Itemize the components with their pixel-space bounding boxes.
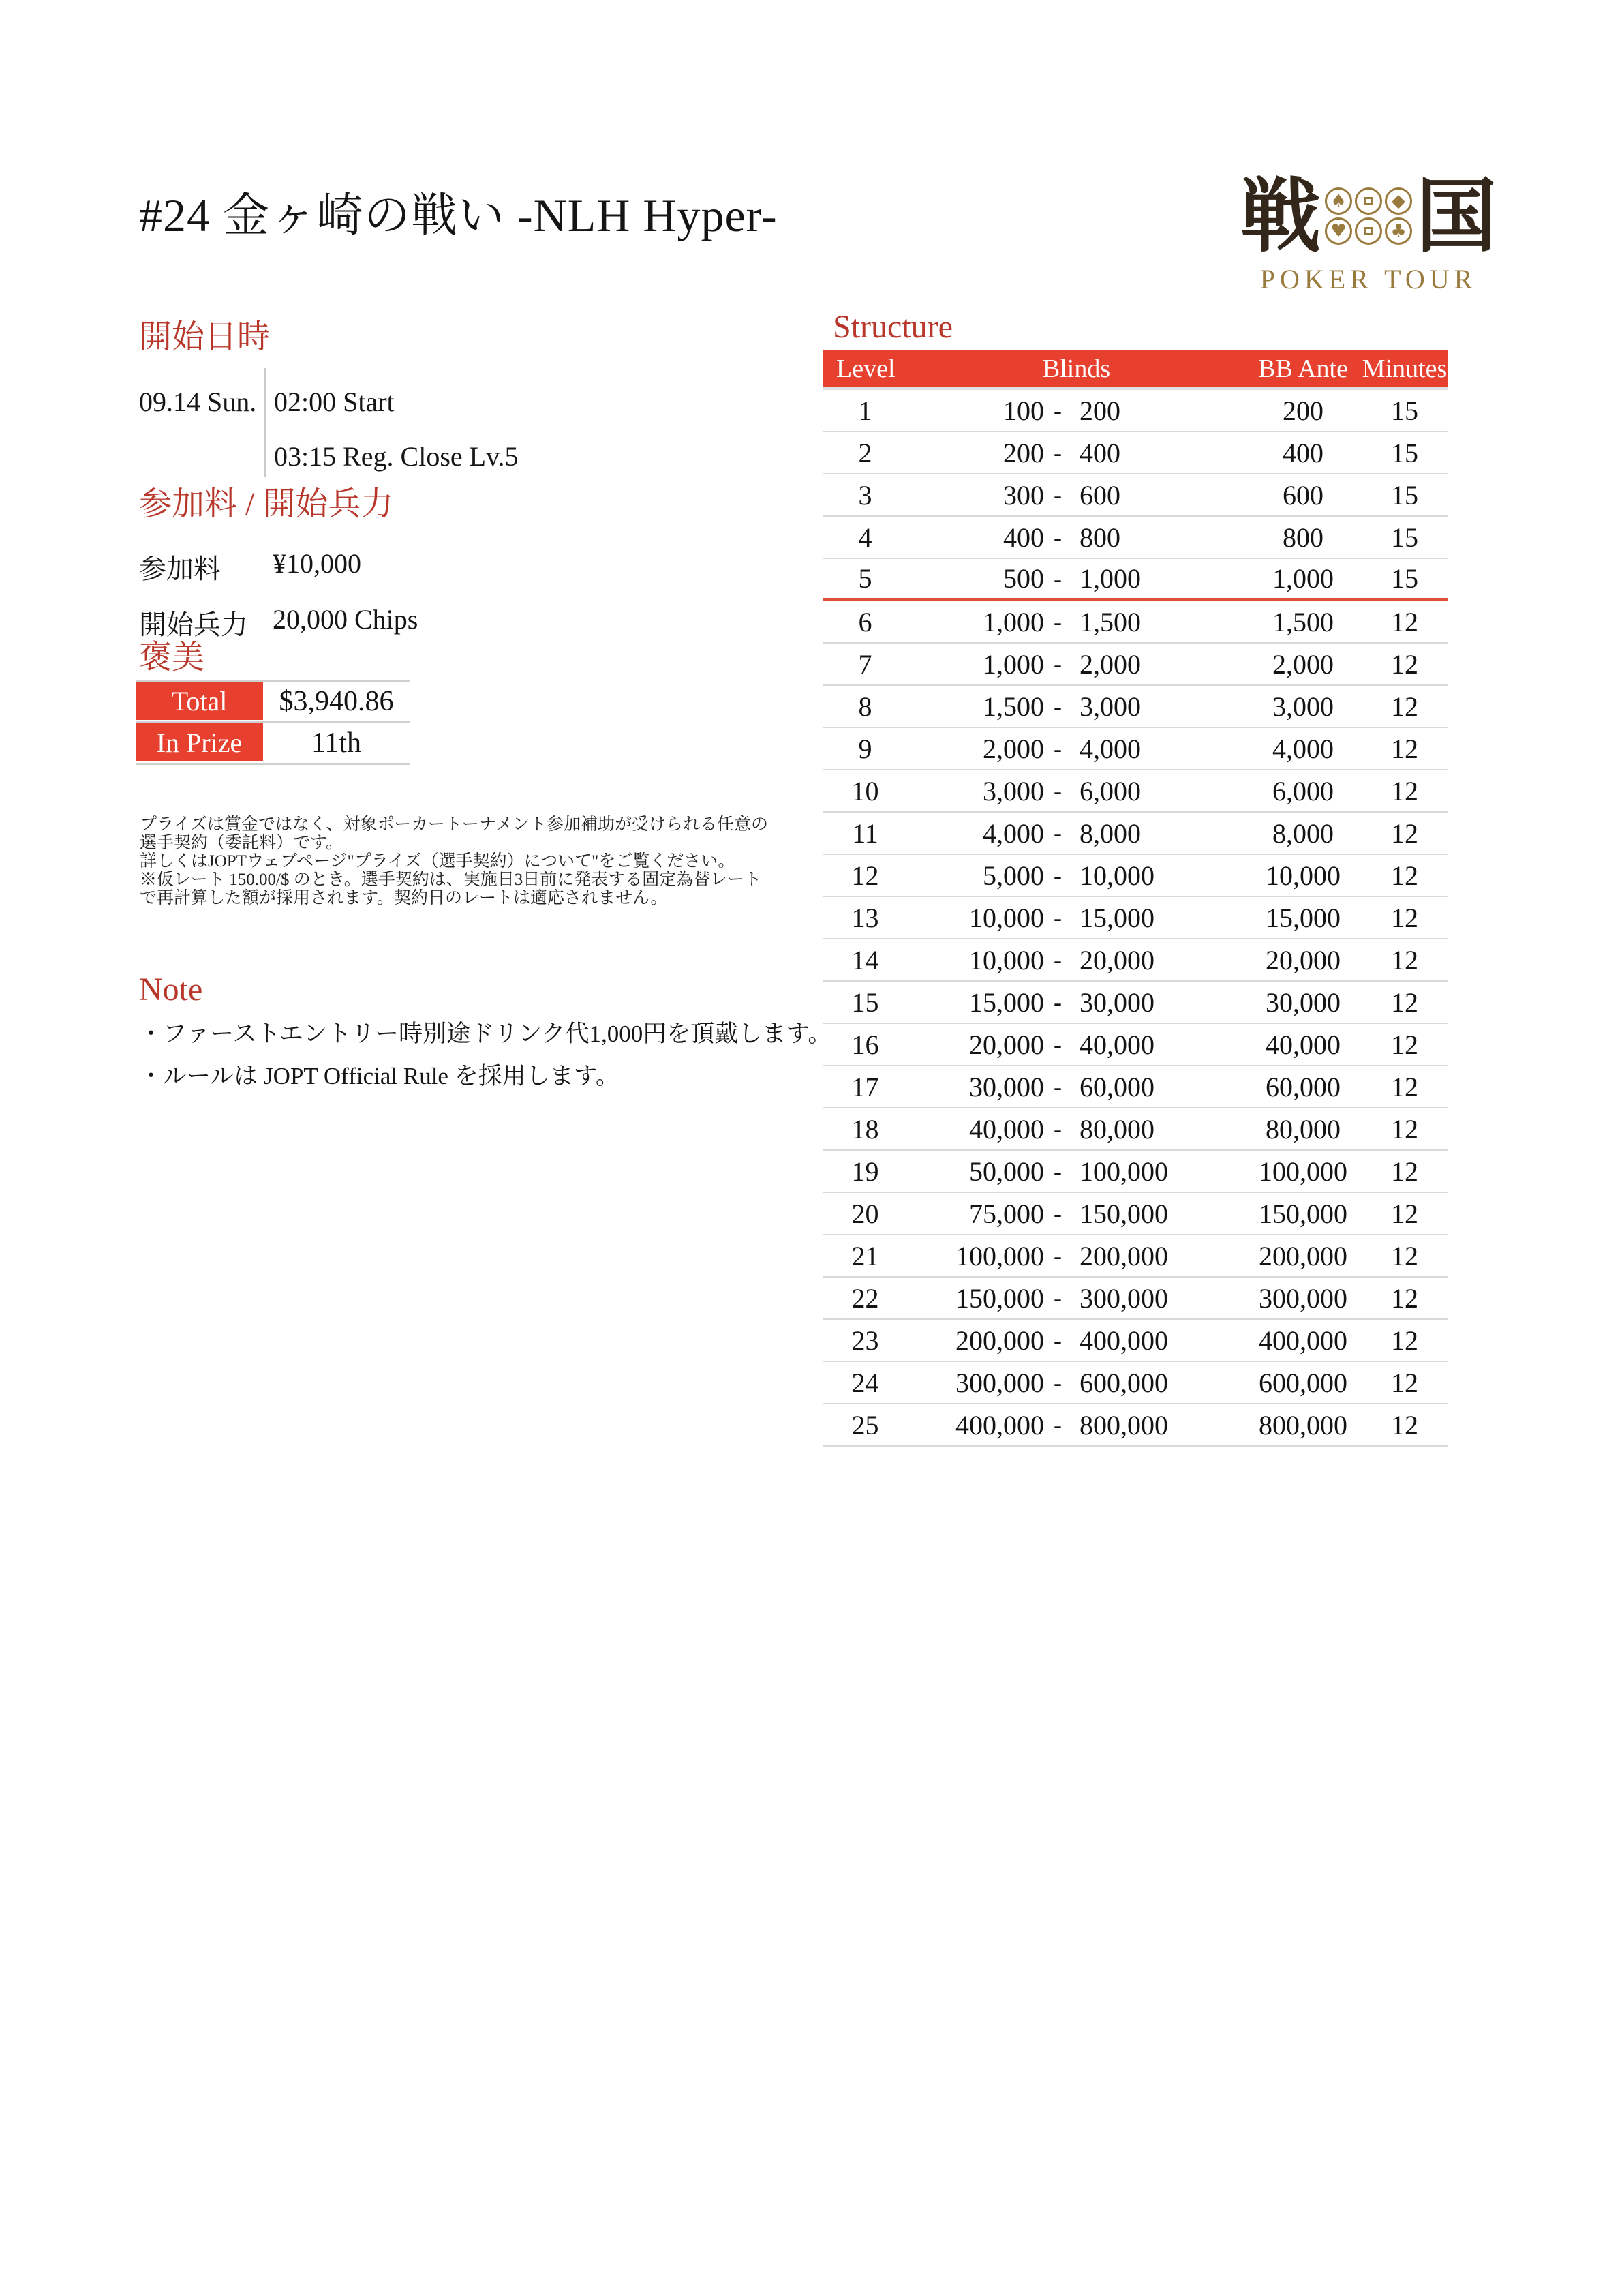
big-blind-cell: 1,000 — [1080, 563, 1141, 594]
minutes-cell: 12 — [1391, 1325, 1418, 1356]
square-hole-coin-icon — [1355, 217, 1382, 245]
square-hole — [1364, 197, 1373, 205]
prize-total-value: $3,940.86 — [279, 686, 394, 717]
bb-ante-cell: 100,000 — [1259, 1155, 1347, 1187]
blinds-dash: - — [1054, 946, 1062, 973]
bb-ante-cell: 150,000 — [1259, 1198, 1347, 1229]
structure-row-level-22 — [823, 1278, 1448, 1320]
disclaimer-line: 選手契約（委託料）です。 — [140, 834, 343, 852]
minutes-cell: 12 — [1391, 606, 1418, 637]
starting-stack-label: 開始兵力 — [139, 609, 248, 640]
blinds-dash: - — [1054, 1411, 1062, 1438]
column-header-minutes: Minutes — [1362, 354, 1448, 383]
blinds-dash: - — [1054, 608, 1062, 635]
prize-table — [136, 680, 410, 765]
bb-ante-cell: 800,000 — [1259, 1409, 1347, 1440]
small-blind-cell: 300,000 — [955, 1367, 1044, 1398]
logo-kanji-left: 戦 — [1240, 168, 1321, 263]
structure-row-level-25 — [823, 1404, 1448, 1447]
level-cell: 21 — [851, 1240, 879, 1271]
structure-row-level-4 — [823, 517, 1448, 559]
level-cell: 8 — [858, 691, 872, 722]
logo-kanji-right: 国 — [1416, 168, 1497, 263]
level-cell: 9 — [858, 733, 872, 764]
small-blind-cell: 20,000 — [969, 1029, 1044, 1060]
small-blind-cell: 200,000 — [955, 1325, 1044, 1356]
blinds-dash: - — [1054, 397, 1062, 424]
logo-subtitle: POKER TOUR — [1259, 264, 1478, 294]
structure-header-row — [823, 350, 1448, 390]
structure-row-level-11 — [823, 813, 1448, 855]
big-blind-cell: 600 — [1080, 479, 1120, 511]
small-blind-cell: 50,000 — [969, 1155, 1044, 1187]
bb-ante-cell: 8,000 — [1272, 817, 1334, 849]
blinds-dash: - — [1054, 1242, 1062, 1269]
blinds-dash: - — [1054, 1115, 1062, 1143]
level-cell: 2 — [858, 437, 872, 468]
minutes-cell: 15 — [1391, 479, 1418, 511]
level-cell: 6 — [858, 606, 872, 637]
big-blind-cell: 8,000 — [1080, 817, 1141, 849]
level-cell: 7 — [858, 648, 872, 680]
schedule-reg-close: 03:15 Reg. Close Lv.5 — [274, 441, 519, 472]
level-cell: 5 — [858, 563, 872, 594]
small-blind-cell: 5,000 — [983, 860, 1044, 891]
level-cell: 22 — [851, 1282, 879, 1314]
blinds-dash: - — [1054, 988, 1062, 1016]
big-blind-cell: 30,000 — [1080, 986, 1154, 1018]
blinds-dash: - — [1054, 524, 1062, 551]
structure-row-level-15 — [823, 982, 1448, 1024]
schedule-divider — [264, 368, 266, 477]
small-blind-cell: 30,000 — [969, 1071, 1044, 1102]
blinds-dash: - — [1054, 1327, 1062, 1354]
structure-row-level-14 — [823, 939, 1448, 982]
structure-table — [823, 350, 1448, 1447]
small-blind-cell: 3,000 — [983, 775, 1044, 806]
bb-ante-cell: 2,000 — [1272, 648, 1334, 680]
entry-fee-label: 参加料 — [139, 554, 221, 584]
bb-ante-cell: 600 — [1283, 479, 1323, 511]
big-blind-cell: 10,000 — [1080, 860, 1154, 891]
bb-ante-cell: 1,500 — [1272, 606, 1334, 637]
note-heading: Note — [139, 971, 203, 1008]
small-blind-cell: 1,000 — [983, 648, 1044, 680]
disclaimer-line: で再計算した額が採用されます。契約日のレートは適応されません。 — [140, 889, 668, 907]
small-blind-cell: 1,000 — [983, 606, 1044, 637]
small-blind-cell: 40,000 — [969, 1113, 1044, 1145]
minutes-cell: 12 — [1391, 1029, 1418, 1060]
logo-coin-grid — [1325, 187, 1412, 245]
big-blind-cell: 400 — [1080, 437, 1120, 468]
schedule-date: 09.14 Sun. — [139, 387, 257, 417]
small-blind-cell: 150,000 — [955, 1282, 1044, 1314]
big-blind-cell: 800,000 — [1080, 1409, 1168, 1440]
blinds-dash: - — [1054, 1073, 1062, 1100]
minutes-cell: 12 — [1391, 1367, 1418, 1398]
big-blind-cell: 6,000 — [1080, 775, 1141, 806]
big-blind-cell: 800 — [1080, 522, 1120, 553]
bb-ante-cell: 80,000 — [1266, 1113, 1341, 1145]
structure-row-level-20 — [823, 1193, 1448, 1235]
prize-inprize-label: In Prize — [136, 723, 263, 761]
blinds-dash: - — [1054, 862, 1062, 889]
diamond-coin-icon: ◆ — [1385, 187, 1412, 215]
minutes-cell: 12 — [1391, 648, 1418, 680]
minutes-cell: 12 — [1391, 1282, 1418, 1314]
column-header-bb-ante: BB Ante — [1258, 354, 1348, 383]
structure-row-level-8 — [823, 686, 1448, 728]
level-cell: 25 — [851, 1409, 879, 1440]
big-blind-cell: 100,000 — [1080, 1155, 1168, 1187]
bb-ante-cell: 400 — [1283, 437, 1323, 468]
bb-ante-cell: 800 — [1283, 522, 1323, 553]
minutes-cell: 12 — [1391, 733, 1418, 764]
bb-ante-cell: 4,000 — [1272, 733, 1334, 764]
structure-row-level-2 — [823, 432, 1448, 474]
bb-ante-cell: 20,000 — [1266, 944, 1341, 976]
minutes-cell: 15 — [1391, 522, 1418, 553]
small-blind-cell: 10,000 — [969, 902, 1044, 933]
structure-rows — [823, 390, 1448, 1447]
small-blind-cell: 15,000 — [969, 986, 1044, 1018]
structure-row-level-3 — [823, 474, 1448, 517]
note-bullets — [139, 1013, 831, 1098]
bb-ante-cell: 15,000 — [1266, 902, 1341, 933]
fee-heading: 参加料 / 開始兵力 — [139, 486, 394, 522]
minutes-cell: 12 — [1391, 691, 1418, 722]
minutes-cell: 12 — [1391, 860, 1418, 891]
level-cell: 23 — [851, 1325, 879, 1356]
big-blind-cell: 2,000 — [1080, 648, 1141, 680]
big-blind-cell: 200 — [1080, 395, 1120, 426]
blinds-dash: - — [1054, 439, 1062, 466]
structure-row-level-19 — [823, 1151, 1448, 1193]
note-bullet: ・ファーストエントリー時別途ドリンク代1,000円を頂戴します。 — [139, 1021, 832, 1047]
level-cell: 3 — [858, 479, 872, 511]
level-cell: 16 — [851, 1029, 879, 1060]
prize-total-label: Total — [136, 682, 263, 720]
blinds-dash: - — [1054, 564, 1062, 592]
column-header-blinds: Blinds — [1042, 354, 1111, 383]
square-hole-coin-icon — [1355, 187, 1382, 215]
small-blind-cell: 400,000 — [955, 1409, 1044, 1440]
minutes-cell: 15 — [1391, 437, 1418, 468]
minutes-cell: 12 — [1391, 1113, 1418, 1145]
prize-disclaimer — [140, 815, 794, 907]
blinds-dash: - — [1054, 904, 1062, 931]
bb-ante-cell: 200,000 — [1259, 1240, 1347, 1271]
structure-row-level-24 — [823, 1362, 1448, 1404]
poker-tour-logo — [1240, 168, 1497, 295]
prize-total-row — [136, 682, 410, 723]
minutes-cell: 12 — [1391, 817, 1418, 849]
prize-heading: 褒美 — [139, 639, 205, 676]
disclaimer-line: プライズは賞金ではなく、対象ポーカートーナメント参加補助が受けられる任意の — [140, 815, 769, 834]
blinds-dash: - — [1054, 1284, 1062, 1312]
square-hole — [1364, 227, 1373, 235]
blinds-dash: - — [1054, 1031, 1062, 1058]
blinds-dash: - — [1054, 650, 1062, 678]
bb-ante-cell: 30,000 — [1266, 986, 1341, 1018]
structure-row-level-13 — [823, 897, 1448, 939]
big-blind-cell: 3,000 — [1080, 691, 1141, 722]
minutes-cell: 12 — [1391, 1240, 1418, 1271]
blinds-dash: - — [1054, 1158, 1062, 1185]
small-blind-cell: 300 — [1003, 479, 1044, 511]
structure-row-level-23 — [823, 1320, 1448, 1362]
minutes-cell: 12 — [1391, 944, 1418, 976]
level-cell: 17 — [851, 1071, 879, 1102]
bb-ante-cell: 1,000 — [1272, 563, 1334, 594]
bb-ante-cell: 60,000 — [1266, 1071, 1341, 1102]
blinds-dash: - — [1054, 1369, 1062, 1396]
big-blind-cell: 15,000 — [1080, 902, 1154, 933]
blinds-dash: - — [1054, 481, 1062, 509]
small-blind-cell: 1,500 — [983, 691, 1044, 722]
minutes-cell: 12 — [1391, 986, 1418, 1018]
logo-kanji-row — [1240, 168, 1497, 263]
blinds-dash: - — [1054, 1200, 1062, 1227]
disclaimer-line: 詳しくはJOPTウェブページ"プライズ（選手契約）について"をご覧ください。 — [140, 852, 735, 871]
blinds-dash: - — [1054, 819, 1062, 847]
club-coin-icon: ♣ — [1385, 217, 1412, 245]
blinds-dash: - — [1054, 735, 1062, 762]
level-cell: 14 — [851, 944, 879, 976]
minutes-cell: 12 — [1391, 902, 1418, 933]
note-bullet: ・ルールは JOPT Official Rule を採用します。 — [139, 1063, 619, 1089]
level-cell: 10 — [851, 775, 879, 806]
blinds-dash: - — [1054, 693, 1062, 720]
small-blind-cell: 500 — [1003, 563, 1044, 594]
minutes-cell: 12 — [1391, 775, 1418, 806]
small-blind-cell: 10,000 — [969, 944, 1044, 976]
structure-row-level-18 — [823, 1108, 1448, 1151]
structure-row-level-16 — [823, 1024, 1448, 1066]
structure-row-level-7 — [823, 644, 1448, 686]
heart-coin-icon: ♥ — [1325, 217, 1352, 245]
column-header-level: Level — [836, 354, 896, 383]
small-blind-cell: 75,000 — [969, 1198, 1044, 1229]
schedule-start-time: 02:00 Start — [274, 387, 395, 417]
big-blind-cell: 300,000 — [1080, 1282, 1168, 1314]
minutes-cell: 15 — [1391, 395, 1418, 426]
big-blind-cell: 20,000 — [1080, 944, 1154, 976]
big-blind-cell: 400,000 — [1080, 1325, 1168, 1356]
bb-ante-cell: 3,000 — [1272, 691, 1334, 722]
level-cell: 15 — [851, 986, 879, 1018]
prize-inprize-row — [136, 723, 410, 765]
big-blind-cell: 600,000 — [1080, 1367, 1168, 1398]
entry-fee-value: ¥10,000 — [273, 548, 361, 579]
level-cell: 20 — [851, 1198, 879, 1229]
level-cell: 13 — [851, 902, 879, 933]
level-cell: 18 — [851, 1113, 879, 1145]
big-blind-cell: 200,000 — [1080, 1240, 1168, 1271]
bb-ante-cell: 10,000 — [1266, 860, 1341, 891]
structure-row-level-17 — [823, 1066, 1448, 1108]
starting-stack-value: 20,000 Chips — [273, 604, 418, 635]
structure-row-level-10 — [823, 770, 1448, 813]
minutes-cell: 12 — [1391, 1409, 1418, 1440]
minutes-cell: 15 — [1391, 563, 1418, 594]
level-cell: 4 — [858, 522, 872, 553]
structure-row-level-5 — [823, 559, 1448, 601]
bb-ante-cell: 600,000 — [1259, 1367, 1347, 1398]
disclaimer-line: ※仮レート 150.00/$ のとき。選手契約は、実施日3日前に発表する固定為替レート — [140, 871, 762, 889]
structure-row-level-21 — [823, 1235, 1448, 1278]
small-blind-cell: 4,000 — [983, 817, 1044, 849]
small-blind-cell: 400 — [1003, 522, 1044, 553]
level-cell: 1 — [858, 395, 872, 426]
structure-row-level-12 — [823, 855, 1448, 897]
bb-ante-cell: 6,000 — [1272, 775, 1334, 806]
schedule-heading: 開始日時 — [139, 319, 271, 355]
structure-row-level-6 — [823, 601, 1448, 644]
level-cell: 11 — [852, 817, 878, 849]
bb-ante-cell: 200 — [1283, 395, 1323, 426]
bb-ante-cell: 300,000 — [1259, 1282, 1347, 1314]
level-cell: 19 — [851, 1155, 879, 1187]
spade-coin-icon: ♠ — [1325, 187, 1352, 215]
big-blind-cell: 80,000 — [1080, 1113, 1154, 1145]
minutes-cell: 12 — [1391, 1198, 1418, 1229]
structure-row-level-9 — [823, 728, 1448, 770]
big-blind-cell: 1,500 — [1080, 606, 1141, 637]
prize-inprize-value: 11th — [311, 727, 362, 759]
big-blind-cell: 40,000 — [1080, 1029, 1154, 1060]
structure-row-level-1 — [823, 390, 1448, 432]
small-blind-cell: 2,000 — [983, 733, 1044, 764]
minutes-cell: 12 — [1391, 1071, 1418, 1102]
small-blind-cell: 100 — [1003, 395, 1044, 426]
bb-ante-cell: 40,000 — [1266, 1029, 1341, 1060]
blinds-dash: - — [1054, 777, 1062, 804]
level-cell: 12 — [851, 860, 879, 891]
bb-ante-cell: 400,000 — [1259, 1325, 1347, 1356]
small-blind-cell: 100,000 — [955, 1240, 1044, 1271]
page-title: #24 金ヶ崎の戦い -NLH Hyper- — [139, 190, 778, 241]
big-blind-cell: 60,000 — [1080, 1071, 1154, 1102]
minutes-cell: 12 — [1391, 1155, 1418, 1187]
big-blind-cell: 4,000 — [1080, 733, 1141, 764]
structure-heading: Structure — [833, 309, 953, 345]
small-blind-cell: 200 — [1003, 437, 1044, 468]
level-cell: 24 — [851, 1367, 879, 1398]
big-blind-cell: 150,000 — [1080, 1198, 1168, 1229]
